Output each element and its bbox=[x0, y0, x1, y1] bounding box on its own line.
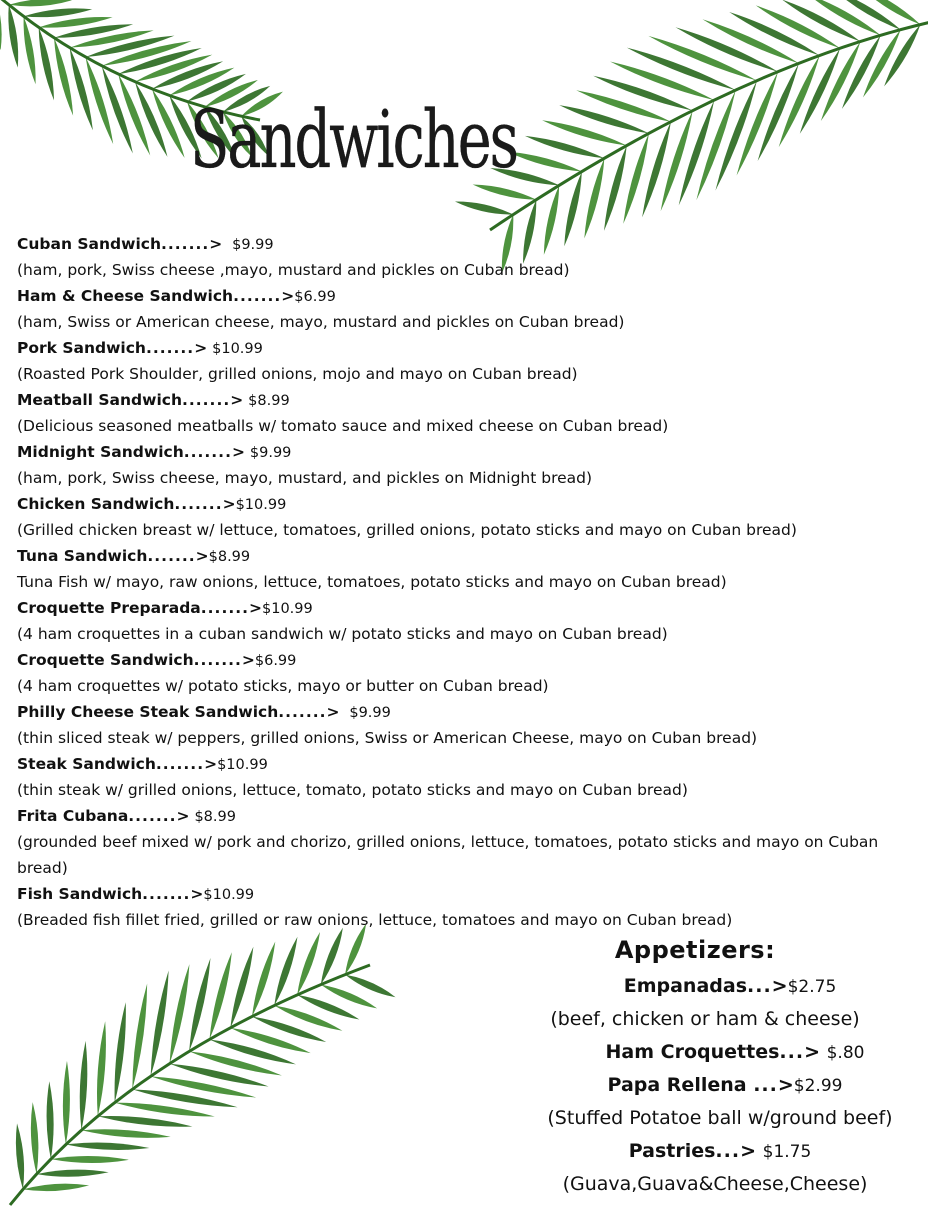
dotted-leader: ....... bbox=[200, 599, 249, 617]
appetizer-description: (Stuffed Potatoe ball w/ground beef) bbox=[547, 1107, 893, 1129]
menu-item bbox=[17, 231, 917, 283]
menu-title: Sandwiches bbox=[190, 93, 517, 186]
item-name: Midnight Sandwich bbox=[17, 443, 184, 461]
item-price: $9.99 bbox=[349, 705, 391, 721]
appetizers-section bbox=[495, 930, 925, 1201]
item-description: (thin steak w/ grilled onions, lettuce, tomato, potato sticks and mayo on Cuban bread) bbox=[17, 781, 688, 799]
dotted-leader: ....... bbox=[155, 755, 205, 773]
dotted-leader: ... bbox=[715, 1140, 741, 1162]
appetizer-description: (beef, chicken or ham & cheese) bbox=[550, 1008, 860, 1030]
arrow-icon: > bbox=[195, 547, 209, 565]
item-price: $8.99 bbox=[248, 393, 290, 409]
item-name: Frita Cubana bbox=[17, 807, 129, 825]
item-name: Pork Sandwich bbox=[17, 339, 146, 357]
arrow-icon: > bbox=[777, 1074, 794, 1096]
dotted-leader: ....... bbox=[142, 885, 191, 903]
dotted-leader: ....... bbox=[183, 443, 232, 461]
arrow-icon: > bbox=[249, 599, 262, 617]
item-name: Croquette Sandwich bbox=[17, 651, 194, 669]
item-price: $9.99 bbox=[249, 445, 292, 461]
item-price: $10.99 bbox=[262, 601, 313, 617]
dotted-leader: ....... bbox=[193, 651, 242, 669]
appetizer-price: $.80 bbox=[826, 1043, 865, 1063]
menu-item bbox=[17, 803, 917, 881]
item-name: Fish Sandwich bbox=[17, 885, 143, 903]
dotted-leader: ....... bbox=[182, 391, 231, 409]
item-description: (Delicious seasoned meatballs w/ tomato sauce and mixed cheese on Cuban bread) bbox=[17, 417, 669, 435]
dotted-leader: ... bbox=[753, 1074, 778, 1096]
appetizer-name: Pastries bbox=[628, 1140, 716, 1162]
item-name: Cuban Sandwich bbox=[17, 235, 162, 253]
menu-item bbox=[17, 491, 917, 543]
item-description: (4 ham croquettes in a cuban sandwich w/ potato sticks and mayo on Cuban bread) bbox=[17, 625, 668, 643]
dotted-leader: ....... bbox=[147, 547, 196, 565]
menu-item bbox=[17, 595, 917, 647]
appetizer-price: $2.75 bbox=[787, 977, 837, 997]
appetizer-description: (Guava,Guava&Cheese,Cheese) bbox=[562, 1173, 868, 1195]
arrow-icon: > bbox=[241, 651, 255, 669]
item-price: $10.99 bbox=[235, 497, 287, 513]
item-description: (grounded beef mixed w/ pork and chorizo, grilled onions, lettuce, tomatoes, potato sticks and mayo on Cuban bread) bbox=[17, 833, 879, 877]
arrow-icon: > bbox=[209, 235, 223, 253]
appetizer-name: Papa Rellena bbox=[607, 1074, 747, 1096]
item-name: Tuna Sandwich bbox=[17, 547, 148, 565]
item-name: Philly Cheese Steak Sandwich bbox=[17, 703, 279, 721]
dotted-leader: ... bbox=[779, 1041, 805, 1063]
dotted-leader: ....... bbox=[278, 703, 327, 721]
appetizer-name: Empanadas bbox=[623, 975, 748, 997]
menu-item bbox=[17, 335, 917, 387]
item-description: (thin sliced steak w/ peppers, grilled onions, Swiss or American Cheese, mayo on Cuban bread) bbox=[17, 729, 758, 747]
arrow-icon: > bbox=[222, 495, 236, 513]
item-description: (Roasted Pork Shoulder, grilled onions, mojo and mayo on Cuban bread) bbox=[17, 365, 578, 383]
item-description: (Breaded fish fillet fried, grilled or raw onions, lettuce, tomatoes and mayo on Cuban bread) bbox=[17, 911, 733, 929]
arrow-icon: > bbox=[281, 287, 295, 305]
sandwich-list bbox=[17, 231, 917, 933]
menu-item bbox=[17, 751, 917, 803]
menu-item bbox=[17, 647, 917, 699]
item-name: Steak Sandwich bbox=[17, 755, 156, 773]
menu-item bbox=[17, 283, 917, 335]
dotted-leader: ....... bbox=[128, 807, 177, 825]
item-description: Tuna Fish w/ mayo, raw onions, lettuce, tomatoes, potato sticks and mayo on Cuban bread) bbox=[17, 573, 727, 591]
arrow-icon: > bbox=[740, 1140, 756, 1162]
item-name: Croquette Preparada bbox=[17, 599, 201, 617]
dotted-leader: ... bbox=[747, 975, 772, 997]
arrow-icon: > bbox=[326, 703, 340, 721]
appetizer-price: $1.75 bbox=[762, 1142, 812, 1162]
palm-leaf-bottom-left-image bbox=[0, 925, 400, 1215]
menu-item bbox=[17, 439, 917, 491]
arrow-icon: > bbox=[771, 975, 788, 997]
item-name: Chicken Sandwich bbox=[17, 495, 175, 513]
item-price: $6.99 bbox=[294, 289, 336, 305]
menu-item bbox=[17, 699, 917, 751]
item-price: $10.99 bbox=[212, 341, 263, 357]
appetizer-item bbox=[545, 1036, 925, 1069]
item-price: $8.99 bbox=[194, 809, 236, 825]
menu-item bbox=[17, 881, 917, 933]
arrow-icon: > bbox=[804, 1041, 820, 1063]
item-name: Ham & Cheese Sandwich bbox=[17, 287, 234, 305]
menu-item bbox=[17, 543, 917, 595]
appetizers-heading: Appetizers: bbox=[614, 936, 776, 964]
appetizer-item bbox=[525, 1069, 925, 1102]
item-description: (ham, Swiss or American cheese, mayo, mustard and pickles on Cuban bread) bbox=[17, 313, 625, 331]
arrow-icon: > bbox=[231, 443, 245, 461]
appetizer-item bbox=[535, 970, 925, 1003]
item-description: (ham, pork, Swiss cheese, mayo, mustard, and pickles on Midnight bread) bbox=[17, 469, 593, 487]
menu-item bbox=[17, 387, 917, 439]
arrow-icon: > bbox=[230, 391, 244, 409]
item-description: (4 ham croquettes w/ potato sticks, mayo or butter on Cuban bread) bbox=[17, 677, 549, 695]
item-description: (Grilled chicken breast w/ lettuce, tomatoes, grilled onions, potato sticks and mayo on Cuban bread) bbox=[17, 521, 797, 539]
dotted-leader: ....... bbox=[161, 235, 210, 253]
item-price: $6.99 bbox=[254, 653, 297, 669]
appetizer-name: Ham Croquettes bbox=[605, 1041, 780, 1063]
arrow-icon: > bbox=[204, 755, 218, 773]
appetizer-price: $2.99 bbox=[793, 1076, 843, 1096]
item-name: Meatball Sandwich bbox=[17, 391, 182, 409]
dotted-leader: ....... bbox=[174, 495, 223, 513]
arrow-icon: > bbox=[194, 339, 208, 357]
dotted-leader: ....... bbox=[145, 339, 195, 357]
appetizer-item bbox=[515, 1135, 925, 1168]
item-price: $8.99 bbox=[208, 549, 251, 565]
item-description: (ham, pork, Swiss cheese ,mayo, mustard and pickles on Cuban bread) bbox=[17, 261, 570, 279]
arrow-icon: > bbox=[176, 807, 190, 825]
dotted-leader: ....... bbox=[233, 287, 282, 305]
arrow-icon: > bbox=[190, 885, 204, 903]
item-price: $9.99 bbox=[232, 237, 274, 253]
item-price: $10.99 bbox=[203, 887, 255, 903]
item-price: $10.99 bbox=[217, 757, 268, 773]
